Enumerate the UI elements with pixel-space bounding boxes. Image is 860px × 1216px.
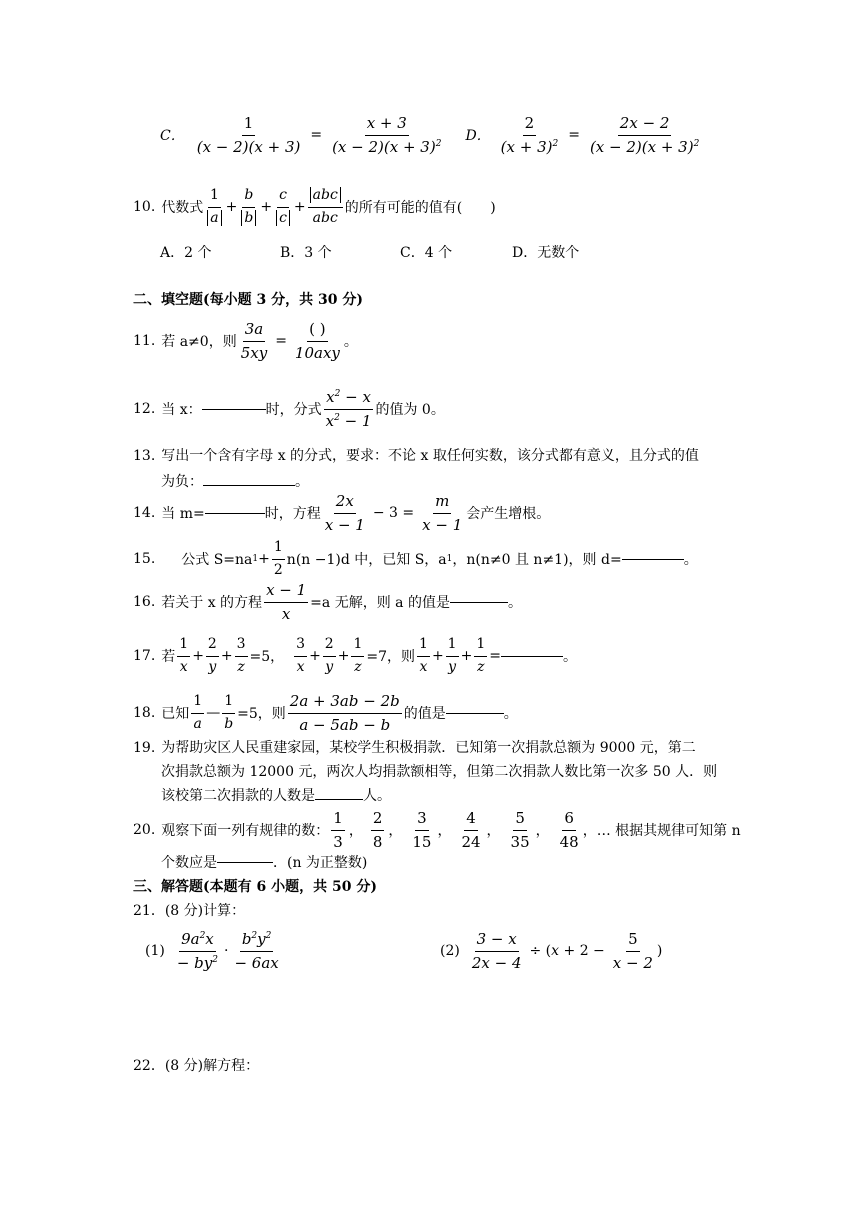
q20-frac-1: 1 3 (333, 808, 343, 851)
q17-f5: 2 y (324, 636, 334, 675)
q21-p2-frac1: $\frac{3 - x}{2x - 4}$ (471, 929, 522, 972)
q21-p2-label: (2) (440, 943, 460, 959)
q12-mid: 时，分式 (265, 402, 322, 418)
q18-suffix: 的值是 (403, 706, 446, 722)
q18-blank[interactable] (446, 713, 504, 714)
q11-rhs: ( ) 10axy (294, 319, 340, 362)
q13-number: 13. (133, 448, 156, 464)
q10-frac1: 1 a (205, 187, 223, 227)
q11-prefix: 若 a≠0，则 (161, 334, 237, 350)
q10-prefix: 代数式 (161, 200, 204, 216)
q12-number: 12. (133, 401, 156, 417)
q17-f2: 2 y (207, 636, 217, 675)
q14-minus3: − 3 = (372, 505, 415, 521)
q20-blank[interactable] (217, 862, 273, 863)
q13-line2: 为负： (161, 474, 203, 490)
q16-mid: =a 无解，则 a 的值是 (310, 595, 450, 611)
q12-suffix: 的值为 0。 (375, 402, 445, 418)
q19-suffix: 人。 (363, 788, 391, 804)
q18-main-frac: 2a + 3ab − 2b a − 5ab − b (289, 691, 400, 734)
q17-suffix: 。 (562, 649, 577, 665)
q17-number: 17. (133, 648, 156, 664)
q15-sub1: 1 (252, 554, 259, 564)
q19-line2: 次捐款总额为 12000 元，两次人均捐款额相等，但第二次捐款人数比第一次多 50 人．则 (161, 764, 718, 780)
q14-number: 14. (133, 505, 156, 521)
q11: 11. 若 a≠0，则 $\frac{3a}{5xy}$ = ( ) 10axy 。 (133, 319, 358, 362)
q20-prefix: 观察下面一列有规律的数： (161, 823, 330, 839)
q10-number: 10. (133, 199, 156, 215)
q16-number: 16. (133, 594, 156, 610)
q17-eq1: =5， (249, 649, 285, 665)
q17-f7: 1 x (419, 636, 428, 675)
q20-number: 20. (133, 822, 156, 838)
q20-suffix: ，… 根据其规律可知第 n (582, 823, 741, 839)
q16-suffix: 。 (507, 595, 522, 611)
q9-d-label: D． (465, 128, 491, 144)
q10-option-b: B．3 个 (280, 245, 332, 261)
q19-line3: 该校第二次捐款的人数是 (161, 788, 315, 804)
q21-p1-label: (1) (145, 943, 165, 959)
q14-suffix: 会产生增根。 (466, 506, 551, 522)
q9-d-lhs-fraction: $\frac{2}{(x + 3)^2}$ (500, 113, 559, 156)
q19-line1: 为帮助灾区人民重建家园，某校学生积极捐款．已知第一次捐款总额为 9000 元，第二 (161, 740, 696, 756)
q10-frac4: abc abc (308, 187, 343, 227)
q11-suffix: 。 (343, 334, 358, 350)
q18-prefix: 已知 (161, 706, 190, 722)
q21-part1: (1) $9a^2x$ − $by^2$ · $b^2y^2$ − 6ax (145, 929, 279, 972)
q14-blank[interactable] (205, 513, 265, 514)
q17-f6: $\frac{1}{z}$ (353, 636, 363, 675)
q11-lhs: $\frac{3a}{5xy}$ (240, 319, 268, 362)
q10-stem: 10. 代数式 1 a + $\frac{b}{b}$ + $\frac{c}{c}$ + abc abc 的所有可能的值有( ) (133, 187, 496, 226)
q21-title: 21．(8 分)计算： (133, 903, 246, 919)
q20-frac-6: 6 48 (559, 808, 579, 851)
q13-blank[interactable] (203, 485, 295, 486)
q12-prefix: 当 x： (161, 402, 202, 418)
q17-f3: $\frac{3}{z}$ (236, 636, 246, 675)
q15-half: $\frac{1}{2}$ (273, 539, 283, 578)
q10-option-c: C．4 个 (400, 245, 453, 261)
q21-p2-frac2: $\frac{5}{x - 2}$ (612, 929, 653, 972)
q9-c-label: C． (160, 128, 185, 144)
q10-options (160, 242, 579, 262)
q9-c-lhs-fraction: $\frac{1}{(x - 2)(x + 3)}$ (196, 113, 301, 156)
q10-frac3: $\frac{c}{c}$ (274, 187, 292, 227)
q17-f8: 1 y (447, 636, 457, 675)
q20-frac-2: 2 8 (372, 808, 383, 851)
q9-c-rhs-fraction: $\frac{x + 3}{(x - 2)(x + 3)^2}$ (332, 113, 442, 156)
q14-mid: 时，方程 (264, 506, 321, 522)
q14-frac2: $\frac{m}{x - 1}$ (422, 491, 463, 534)
q20: 20. 观察下面一列有规律的数： 1 3 ， 2 8 ， 3 15 ， 4 24 ， 5 35 ， 6 48 ，… 根据其规律可知第 n (133, 808, 741, 851)
q18-end: 。 (503, 706, 518, 722)
q17-f1: 1 x (179, 636, 189, 675)
q20-line2-suffix: ．(n 为正整数) (273, 855, 368, 871)
q12-frac: $x^2 - x$ $x^2 - 1$ (325, 387, 372, 430)
q9-options-row: C． $\frac{1}{(x - 2)(x + 3)}$ = $\frac{x + 3}{(x - 2)(x + 3)^2}$ D． $\frac{2}{(x + 3)^2}$ = $\frac{2x - 2}{(x - 2)(x + 3)^2}$ (160, 113, 700, 156)
q20-line2 (161, 852, 367, 872)
q16-frac: $\frac{x - 1}{x}$ (266, 580, 307, 623)
q18-mid: =5，则 (237, 706, 286, 722)
q20-line2-prefix: 个数应是 (161, 855, 217, 871)
q9-d-rhs-fraction: $\frac{2x - 2}{(x - 2)(x + 3)^2}$ (589, 113, 700, 156)
q17-eq2: =7，则 (366, 649, 416, 665)
q19-blank[interactable] (315, 799, 363, 800)
q22-title: 22．(8 分)解方程： (133, 1058, 260, 1074)
q14 (133, 490, 550, 536)
q21-p1-frac2: $b^2y^2$ − 6ax (234, 929, 279, 972)
q17-f4: 3 x (296, 636, 306, 675)
q14-frac1: 2x x − 1 (324, 491, 365, 534)
q15-mid2: ，n(n≠0 且 n≠1)，则 d= (452, 552, 622, 568)
q17-eq3: = (489, 648, 501, 664)
q11-number: 11. (133, 333, 156, 349)
q17-f9: $\frac{1}{z}$ (476, 636, 486, 675)
section3-heading: 三、解答题(本题有 6 小题，共 50 分) (133, 879, 377, 895)
q16 (133, 581, 522, 623)
q15-blank[interactable] (622, 559, 684, 560)
q21-part2: (2) $\frac{3 - x}{2x - 4}$ ÷ (x + 2 − $\frac{5}{x - 2}$ ) (440, 929, 663, 972)
q19 (133, 736, 717, 808)
q20-frac-5: 5 35 (510, 808, 530, 851)
q13 (133, 443, 699, 495)
q20-frac-3: 3 15 (412, 808, 432, 851)
q10-frac2: $\frac{b}{b}$ (239, 187, 258, 227)
section2-heading: 二、填空题(每小题 3 分，共 30 分) (133, 292, 363, 308)
q19-number: 19. (133, 740, 156, 756)
q20-frac-4: 4 24 (461, 808, 481, 851)
q18-number: 18. (133, 705, 156, 721)
q12 (133, 386, 445, 432)
q18-f2: $\frac{1}{b}$ (224, 693, 234, 732)
q13-suffix: 。 (295, 474, 309, 490)
q15-number: 15. (133, 551, 156, 567)
q17: 17. 若 1 x + 2 y + $\frac{3}{z}$ =5， 3 x + 2 y + $\frac{1}{z}$ =7，则 1 x + 1 y + $\frac{1}{z}$ = 。 (133, 636, 577, 675)
q13-line1: 写出一个含有字母 x 的分式，要求：不论 x 取任何实数，该分式都有意义，且分式的值 (161, 448, 699, 464)
q10-option-d: D．无数个 (512, 245, 580, 261)
q18-f1: 1 a (193, 693, 203, 732)
q16-blank[interactable] (450, 602, 508, 603)
q17-prefix: 若 (161, 649, 176, 665)
q12-blank[interactable] (202, 409, 266, 410)
q10-suffix: 的所有可能的值有( ) (344, 200, 496, 216)
q15-suffix: 。 (683, 552, 698, 568)
q18: 18. 已知 1 a — $\frac{1}{b}$ =5，则 2a + 3ab − 2b a − 5ab − b 的值是 。 (133, 691, 518, 734)
q14-prefix: 当 m= (161, 506, 205, 522)
q15-plus: + (258, 551, 270, 567)
q15-mid: n(n −1)d 中，已知 S，a (286, 552, 447, 568)
q21-p1-frac1: $9a^2x$ − $by^2$ (176, 929, 218, 972)
q10-option-a: A．2 个 (160, 245, 212, 261)
q15-prefix: 公式 S=na (181, 552, 253, 568)
q16-prefix: 若关于 x 的方程 (161, 595, 263, 611)
q15: 15. 公式 S=na 1 + $\frac{1}{2}$ n(n −1)d 中，已知 S，a 1 ，n(n≠0 且 n≠1)，则 d= 。 (133, 539, 698, 578)
q17-blank[interactable] (501, 656, 563, 657)
